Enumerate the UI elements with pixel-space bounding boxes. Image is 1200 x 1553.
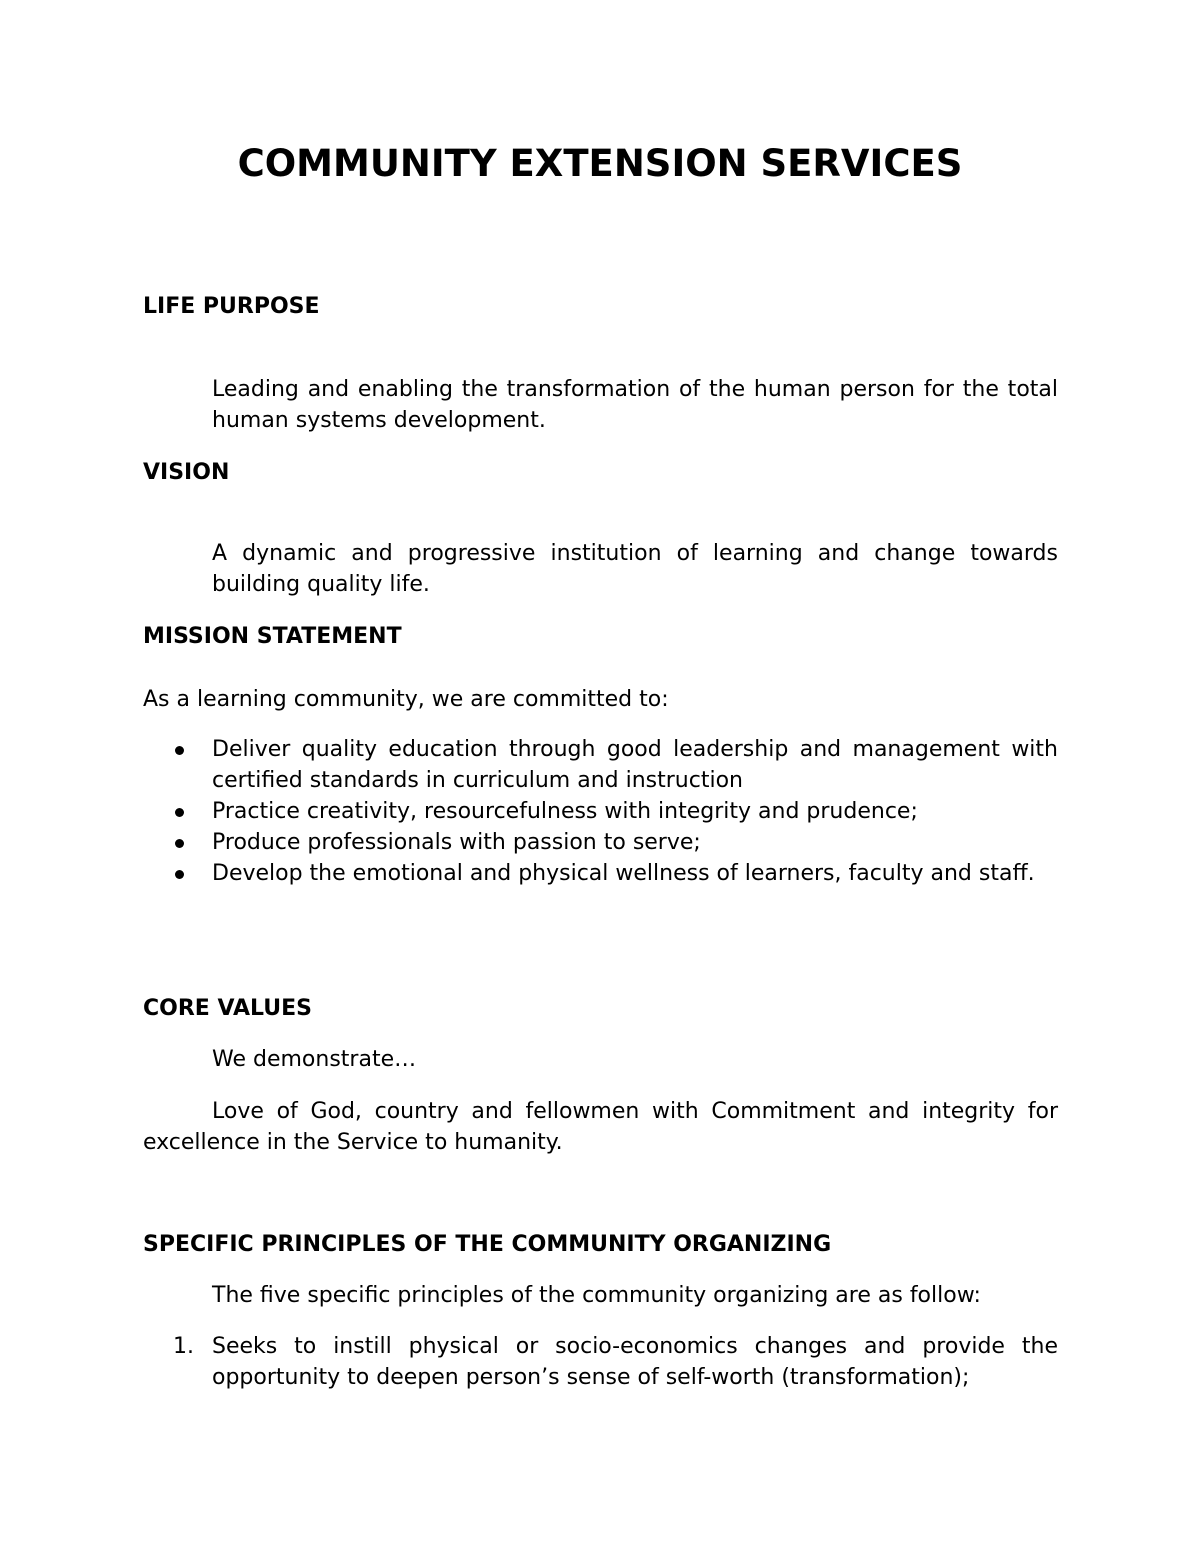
page-title: COMMUNITY EXTENSION SERVICES (237, 142, 963, 185)
mission-list (143, 734, 1058, 889)
mission-list-item (143, 827, 1058, 858)
core-values-intro: We demonstrate… (212, 1047, 417, 1072)
bullet-icon (175, 839, 184, 848)
mission-heading: MISSION STATEMENT (143, 624, 402, 649)
life-purpose-text: Leading and enabling the transformation of the human person for the total human systems development. (212, 377, 1058, 433)
principles-heading: SPECIFIC PRINCIPLES OF THE COMMUNITY ORGANIZING (143, 1232, 832, 1257)
vision-text: A dynamic and progressive institution of learning and change towards building quality life. (212, 541, 1058, 597)
mission-intro: As a learning community, we are committed to: (143, 687, 669, 712)
mission-item-text: Deliver quality education through good leadership and management with certified standards in curriculum and instruction (212, 737, 1058, 793)
mission-item-text: Practice creativity, resourcefulness with integrity and prudence; (212, 799, 918, 824)
core-values-heading: CORE VALUES (143, 996, 313, 1021)
list-number: 1. (173, 1334, 194, 1359)
mission-item-text: Develop the emotional and physical wellness of learners, faculty and staff. (212, 861, 1035, 886)
principles-item-text: Seeks to instill physical or socio-economics changes and provide the opportunity to deepen person’s sense of self-worth (transformation); (212, 1334, 1058, 1390)
mission-item-text: Produce professionals with passion to serve; (212, 830, 701, 855)
mission-list-item (143, 734, 1058, 796)
bullet-icon (175, 746, 184, 755)
mission-list-item (143, 858, 1058, 889)
principles-list (143, 1331, 1058, 1393)
life-purpose-heading: LIFE PURPOSE (143, 294, 320, 319)
principles-intro: The five specific principles of the community organizing are as follow: (212, 1283, 981, 1308)
vision-heading: VISION (143, 460, 230, 485)
core-values-text: Love of God, country and fellowmen with Commitment and integrity for excellence in the Service to humanity. (143, 1099, 1058, 1155)
mission-list-item (143, 796, 1058, 827)
bullet-icon (175, 808, 184, 817)
principles-list-item (143, 1331, 1058, 1393)
bullet-icon (175, 870, 184, 879)
